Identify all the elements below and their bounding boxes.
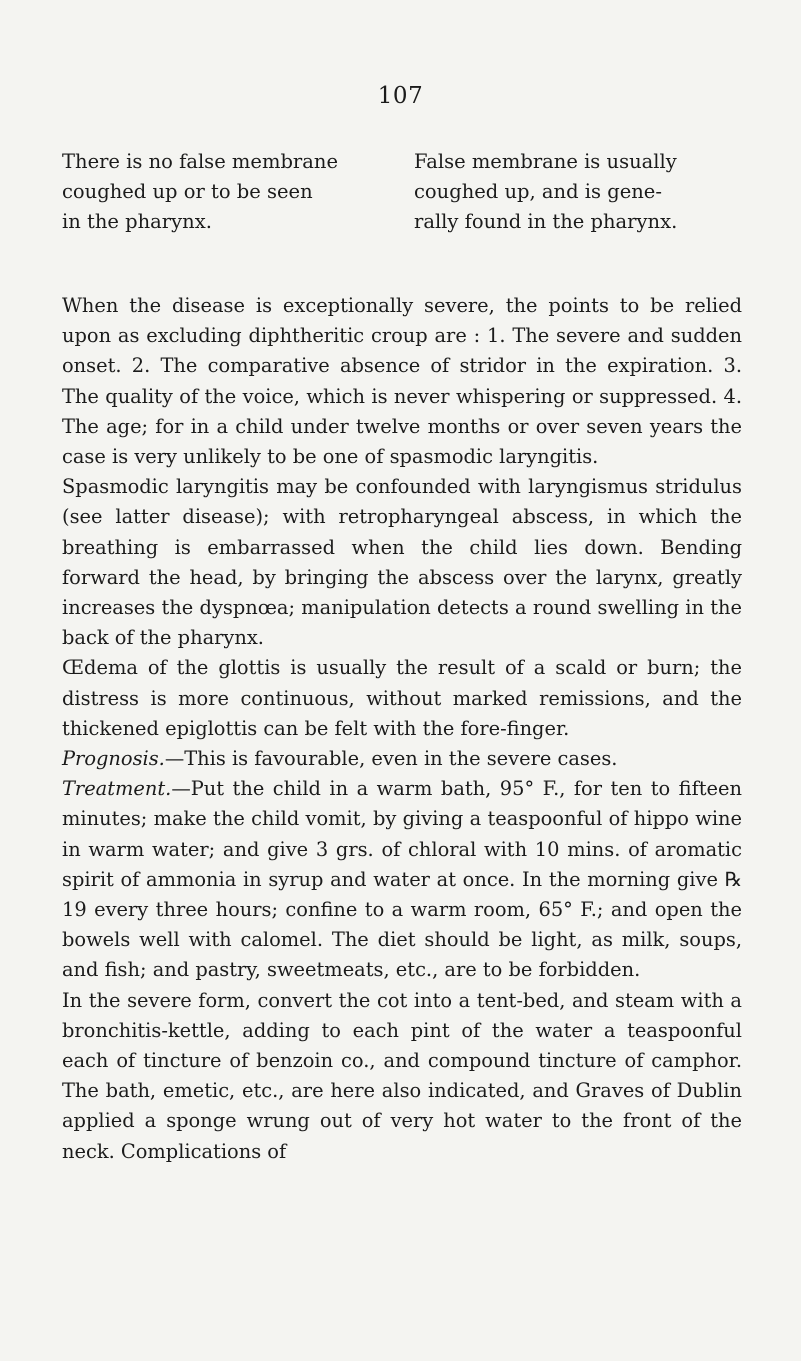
paragraph-text: When the disease is exceptionally severe, the points to be relied upon as excluding diphtheritic croup are : 1. The severe and sudden onset. 2. The comparative absence of stridor in the expiration. 3. The quality of the voice, which is never whispering or suppressed. 4. The age; for in a child under twelve months or over seven years the case is very unlikely to be one of spasmodic laryngitis. bbox=[62, 294, 742, 469]
paragraph-text: In the severe form, convert the cot into a tent-bed, and steam with a bronchitis-kettle, adding to each pint of the water a teaspoonful each of tincture of benzoin co., and compound tincture of camphor. The bath, emetic, etc., are here also indicated, and Graves of Dublin applied a sponge wrung out of very hot water to the front of the neck. Complications of bbox=[62, 988, 742, 1163]
comparison-columns bbox=[62, 147, 744, 237]
page-number: 107 bbox=[377, 83, 424, 109]
paragraph-text: Spasmodic laryngitis may be confounded with laryngismus stridulus (see latter disease); with retropharyngeal abscess, in which the breathing is embarrassed when the child lies down. Bending forward the head, by bringing the abscess over the larynx, greatly increases the dyspnœa; manipulation detects a round swelling in the back of the pharynx. bbox=[62, 475, 742, 650]
paragraph-text: —Put the child in a warm bath, 95° F., for ten to fifteen minutes; make the child vomit, by giving a teaspoonful of hippo wine in warm water; and give 3 grs. of chloral with 10 mins. of aromatic spirit of ammonia in syrup and water at once. In the morning give ℞ 19 every three hours; confine to a warm room, 65° F.; and open the bowels well with calomel. The diet should be light, as milk, soups, and fish; and pastry, sweetmeats, etc., are to be forbidden. bbox=[62, 777, 742, 982]
prognosis-label: Prognosis. bbox=[62, 747, 165, 771]
paragraph-treatment bbox=[62, 774, 742, 985]
paragraph-prognosis bbox=[62, 744, 742, 774]
paragraph-spasmodic-laryngitis bbox=[62, 472, 742, 653]
paragraph-text: —This is favourable, even in the severe cases. bbox=[164, 747, 618, 771]
paragraph-oedema bbox=[62, 653, 742, 744]
body-text bbox=[62, 291, 742, 1167]
treatment-label: Treatment. bbox=[62, 777, 172, 801]
paragraph-severe-form bbox=[62, 986, 742, 1167]
comparison-left: There is no false membrane coughed up or to be seen in the pharynx. bbox=[62, 150, 338, 233]
comparison-right: False membrane is usually coughed up, and is gene- rally found in the pharynx. bbox=[414, 150, 678, 233]
paragraph-text: Œdema of the glottis is usually the result of a scald or burn; the distress is more continuous, without marked remissions, and the thickened epiglottis can be felt with the fore-finger. bbox=[62, 656, 742, 740]
paragraph-severe-disease bbox=[62, 291, 742, 472]
